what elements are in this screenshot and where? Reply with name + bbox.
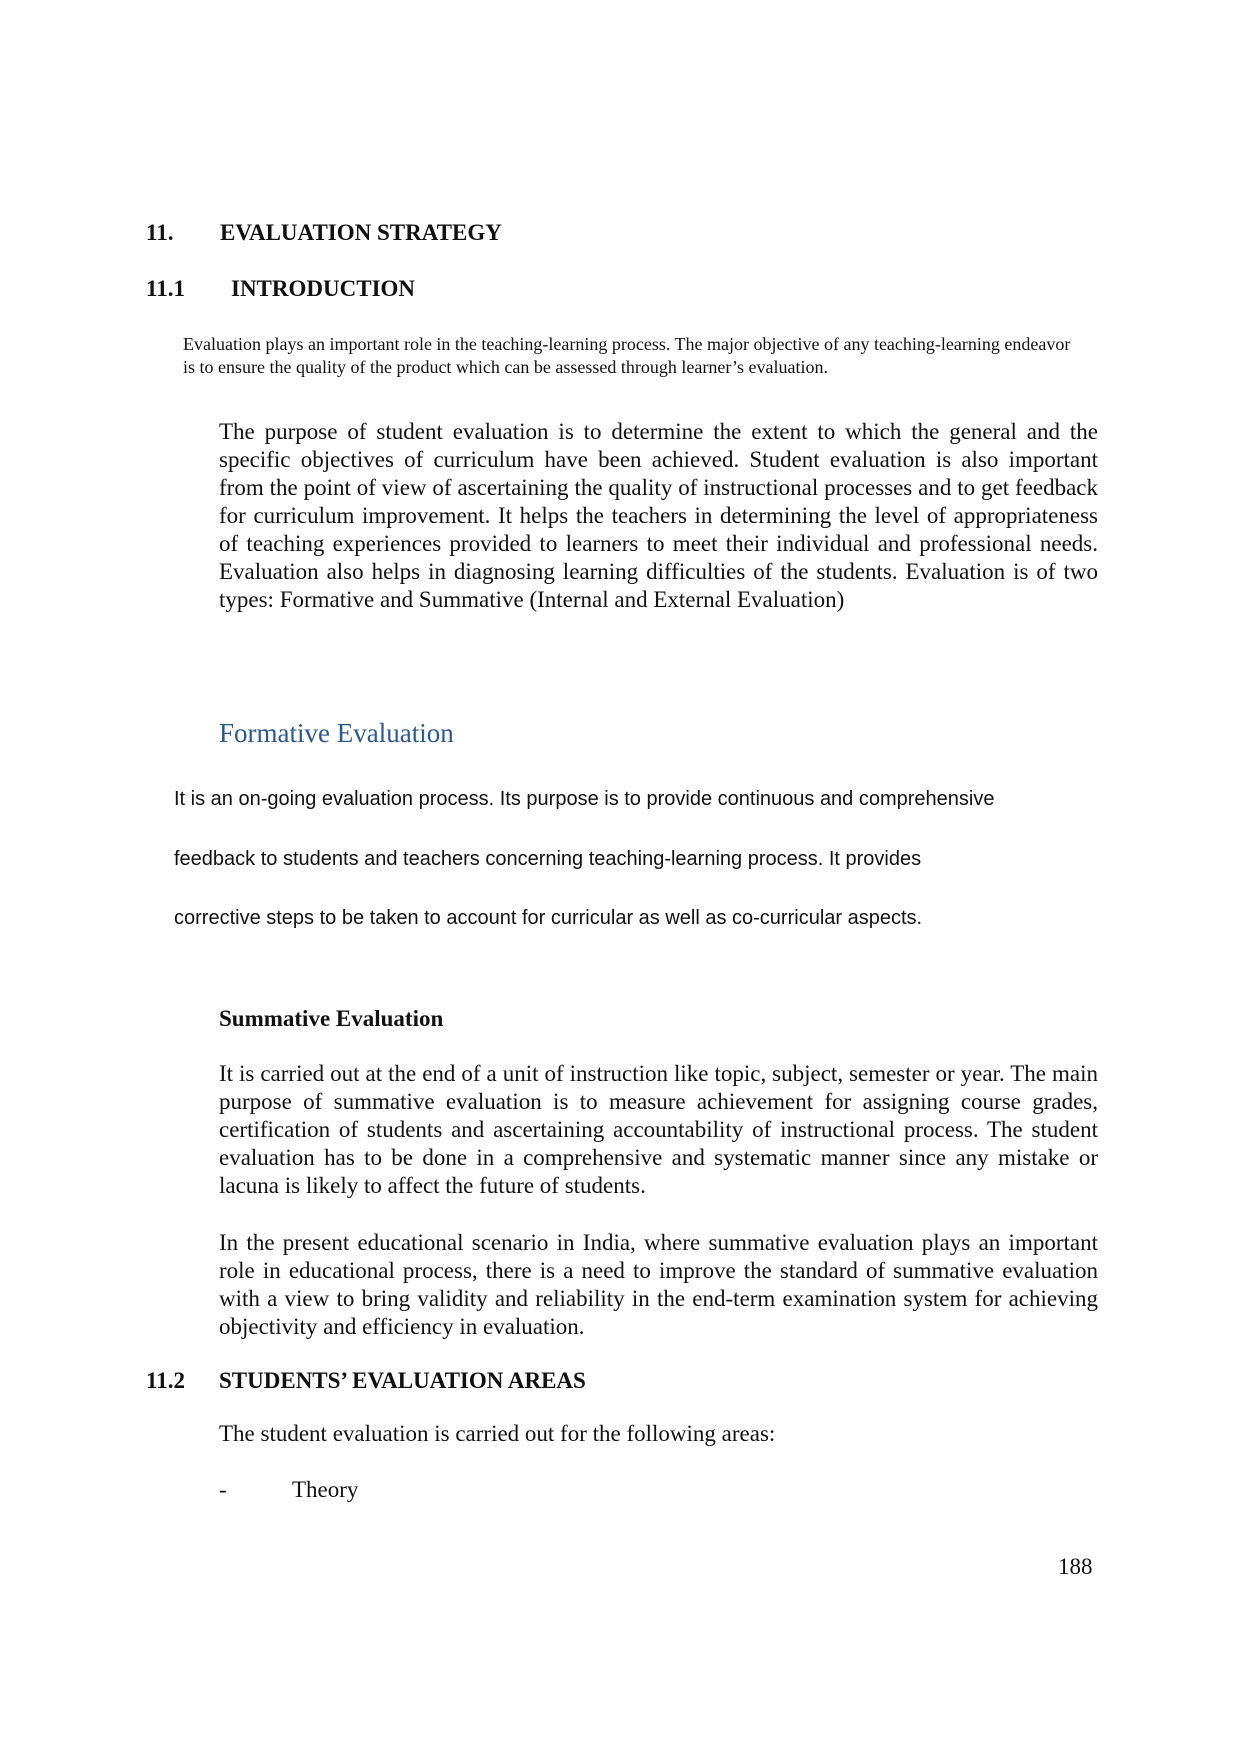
evaluation-areas-intro: The student evaluation is carried out for the following areas:	[219, 1421, 776, 1446]
page-number: 188	[1058, 1554, 1093, 1579]
formative-heading: Formative Evaluation	[219, 718, 454, 748]
purpose-paragraph: The purpose of student evaluation is to determine the extent to which the general and the specific objectives of curriculum have been achieved. Student evaluation is also important from the point of view of ascertaining the quality of instructional processes and to get feedback for curriculum improvement. It helps the teachers in determining the level of appropriateness of teaching experiences provided to learners to meet their individual and professional needs. Evaluation also helps in diagnosing learning difficulties of the students. Evaluation is of two types: Formative and Summative (Internal and External Evaluation)	[219, 419, 1098, 612]
summative-paragraph-2: In the present educational scenario in India, where summative evaluation plays an important role in educational process, there is a need to improve the standard of summative evaluation with a view to bring validity and reliability in the end-term examination system for achieving objectivity and efficiency in evaluation.	[219, 1230, 1098, 1339]
section-title: EVALUATION STRATEGY	[220, 220, 502, 245]
intro-small-paragraph: Evaluation plays an important role in the teaching-learning process. The major objective of any teaching-learning endeavor is to ensure the quality of the product which can be assessed through learner’s evaluation.	[183, 334, 1071, 377]
introduction-number: 11.1	[146, 276, 185, 301]
section-heading	[146, 220, 502, 246]
evaluation-areas-number: 11.2	[146, 1368, 185, 1393]
formative-line: feedback to students and teachers concerning teaching-learning process. It provides	[174, 848, 922, 870]
evaluation-areas-title: STUDENTS’ EVALUATION AREAS	[219, 1368, 586, 1393]
summative-heading: Summative Evaluation	[219, 1006, 444, 1031]
evaluation-areas-heading	[146, 1368, 586, 1394]
introduction-heading	[146, 276, 415, 302]
formative-line: corrective steps to be taken to account for curricular as well as co-curricular aspects.	[174, 907, 923, 929]
list-bullet: -	[219, 1477, 227, 1502]
formative-line: It is an on-going evaluation process. Its purpose is to provide continuous and comprehensive	[174, 788, 995, 810]
summative-paragraph-1: It is carried out at the end of a unit of instruction like topic, subject, semester or year. The main purpose of summative evaluation is to measure achievement for assigning course grades, certification of students and ascertaining accountability of instructional process. The student evaluation has to be done in a comprehensive and systematic manner since any mistake or lacuna is likely to affect the future of students.	[219, 1061, 1098, 1198]
list-item	[219, 1477, 358, 1503]
section-number: 11.	[146, 220, 174, 245]
introduction-title: INTRODUCTION	[231, 276, 416, 301]
list-item-label: Theory	[292, 1477, 359, 1502]
